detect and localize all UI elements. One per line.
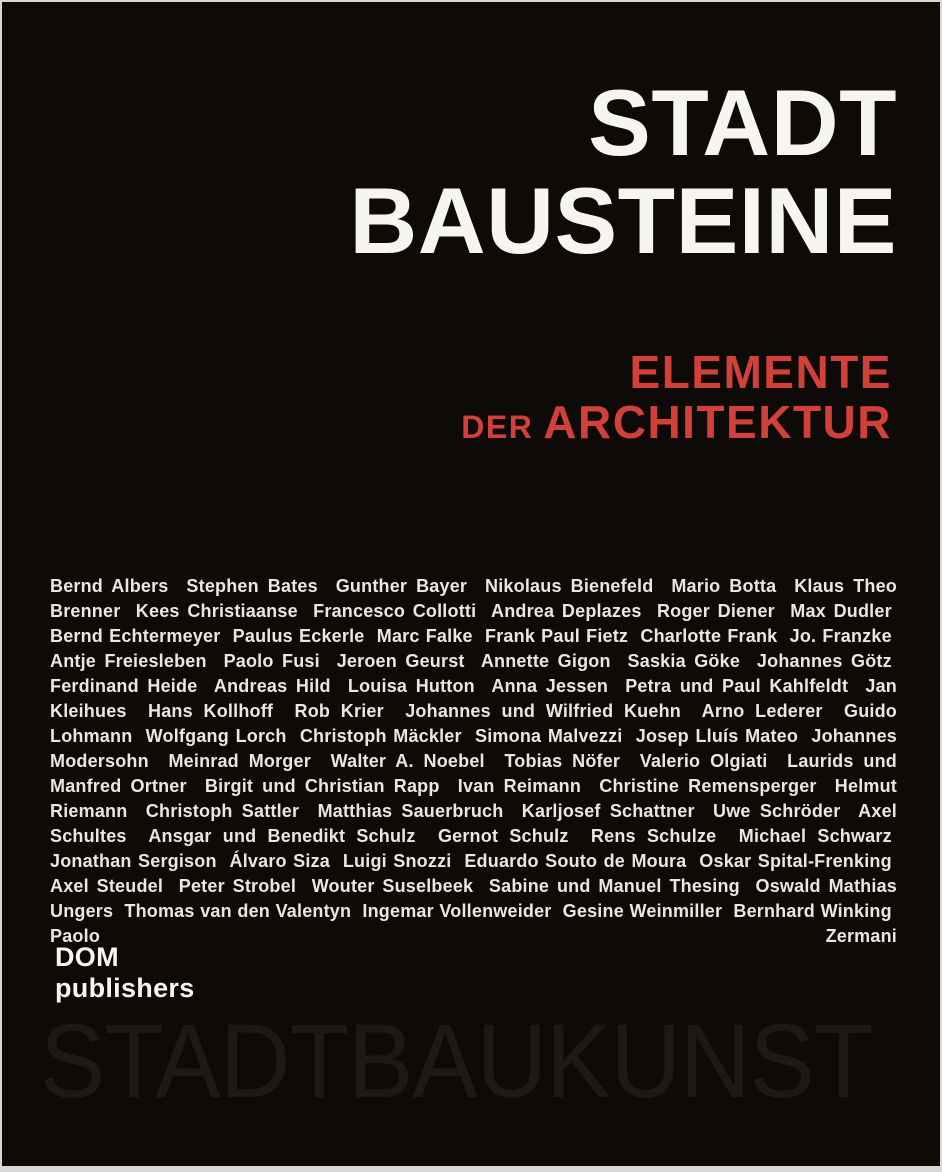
- book-cover: [2, 2, 940, 1166]
- subtitle-line-2-main: ARCHITEKTUR: [543, 396, 892, 448]
- publisher-suffix: publishers: [55, 973, 195, 1003]
- title-line-1: STADT: [588, 70, 897, 175]
- publisher-logo: [55, 942, 195, 1004]
- subtitle-line-1: ELEMENTE: [629, 346, 892, 398]
- subtitle-small-word: DER: [461, 409, 534, 445]
- book-title: [349, 70, 897, 273]
- title-line-2: BAUSTEINE: [349, 168, 897, 273]
- authors-list: Bernd Albers Stephen Bates Gunther Bayer Nikolaus Bienefeld Mario Botta Klaus Theo Brenner Kees Christiaanse Francesco Collotti Andrea Deplazes Roger Diener Max Dudler Bernd Echtermeyer Paulus Eckerle Marc Falke Frank Paul Fietz Charlotte Frank Jo. Franzke Antje Freiesleben Paolo Fusi Jeroen Geurst Annette Gigon Saskia Göke Johannes Götz Ferdinand Heide Andreas Hild Louisa Hutton Anna Jessen Petra und Paul Kahlfeldt Jan Kleihues Hans Kollhoff Rob Krier Johannes und Wilfried Kuehn Arno Lederer Guido Lohmann Wolfgang Lorch Christoph Mäckler Simona Malvezzi Josep Lluís Mateo Johannes Modersohn Meinrad Morger Walter A. Noebel Tobias Nöfer Valerio Olgiati Laurids und Manfred Ortner Birgit und Christian Rapp Ivan Reimann Christine Remensperger Helmut Riemann Christoph Sattler Matthias Sauerbruch Karljosef Schattner Uwe Schröder Axel Schultes Ansgar und Benedikt Schulz Gernot Schulz Rens Schulze Michael Schwarz Jonathan Sergison Álvaro Siza Luigi Snozzi Eduardo Souto de Moura Oskar Spital-Frenking Axel Steudel Peter Strobel Wouter Suselbeek Sabine und Manuel Thesing Oswald Mathias Ungers Thomas van den Valentyn Ingemar Vollenweider Gesine Weinmiller Bernhard Winking Paolo Zermani: [50, 576, 897, 946]
- book-subtitle: [461, 347, 892, 452]
- publisher-name: DOM: [55, 942, 119, 972]
- subtitle-line-2: [461, 397, 892, 452]
- series-watermark: STADTBAUKUNST: [40, 1003, 873, 1120]
